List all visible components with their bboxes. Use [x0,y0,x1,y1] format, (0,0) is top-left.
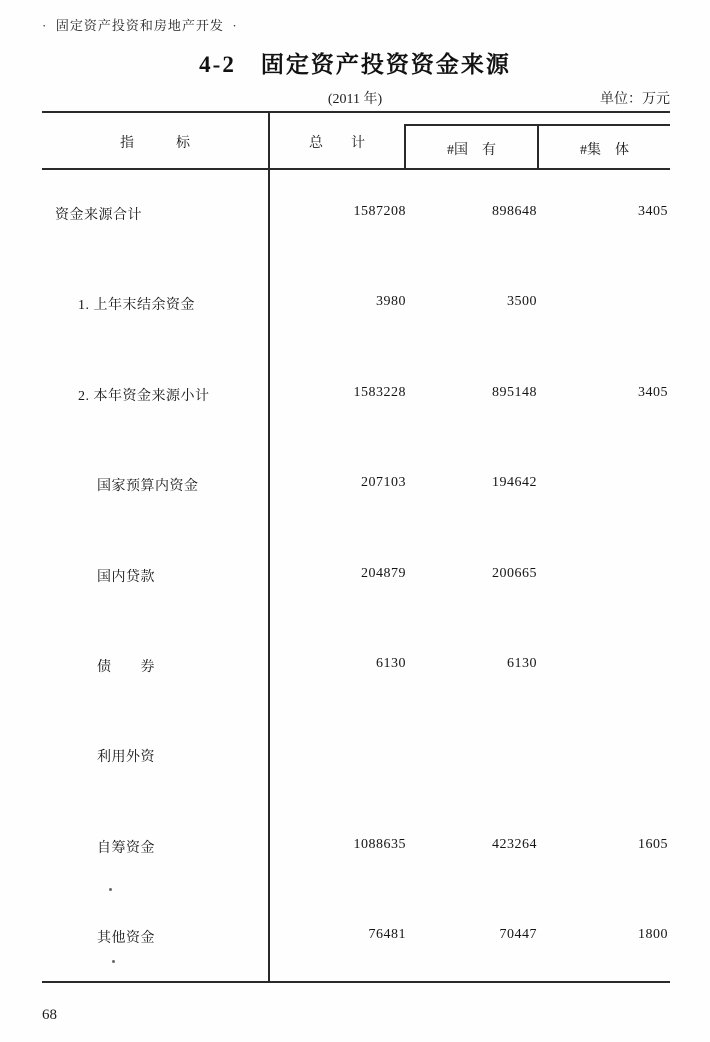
cell-state-owned: 898648 [492,204,537,219]
row-indicator-label: 国内贷款 [97,570,155,585]
row-indicator-label: 其他资金 [97,931,155,946]
table-bottom-rule [42,981,670,983]
table-row [42,475,670,495]
row-indicator-label: 1. 上年末结余资金 [78,298,195,313]
cell-total: 204879 [361,566,406,581]
cell-state-owned: 194642 [492,475,537,490]
cell-total: 1583228 [353,385,406,400]
cell-total: 1088635 [353,837,406,852]
cell-total: 6130 [376,656,406,671]
cell-state-owned: 895148 [492,385,537,400]
table-row [42,385,670,405]
scan-artifact-dot [112,960,115,963]
scan-artifact-dot [109,888,112,891]
page-number: 68 [42,1007,57,1023]
table-top-rule [42,111,670,113]
table-row [42,927,670,947]
cell-collective: 3405 [638,204,668,219]
cell-state-owned: 70447 [499,927,537,942]
cell-collective: 1605 [638,837,668,852]
table-header-bottom-rule [42,168,670,170]
table-row [42,566,670,586]
row-indicator-label: 2. 本年资金来源小计 [78,389,210,404]
column-header-state-owned: #国 有 [447,143,496,158]
cell-total: 3980 [376,294,406,309]
table-row [42,746,670,766]
table-row [42,204,670,224]
row-indicator-label: 利用外资 [97,750,155,765]
row-indicator-label: 资金来源合计 [55,208,142,223]
cell-total: 1587208 [353,204,406,219]
table-row [42,294,670,314]
cell-collective: 1800 [638,927,668,942]
column-header-indicator: 指 标 [120,136,190,151]
cell-total: 76481 [368,927,406,942]
unit-note: 单位：万元 [600,92,670,107]
column-header-total: 总 计 [309,136,365,151]
table-year-subtitle: (2011 年) [327,92,383,107]
table-row [42,837,670,857]
column-header-collective: #集 体 [580,143,629,158]
cell-state-owned: 200665 [492,566,537,581]
table-row [42,656,670,676]
cell-total: 207103 [361,475,406,490]
row-indicator-label: 国家预算内资金 [97,479,199,494]
cell-collective: 3405 [638,385,668,400]
page-title: 4-2 固定资产投资资金来源 [199,52,511,77]
cell-state-owned: 6130 [507,656,537,671]
cell-state-owned: 3500 [507,294,537,309]
running-head: · 固定资产投资和房地产开发 · [42,18,238,33]
row-indicator-label: 自筹资金 [97,841,155,856]
row-indicator-label: 债 券 [97,660,155,675]
cell-state-owned: 423264 [492,837,537,852]
